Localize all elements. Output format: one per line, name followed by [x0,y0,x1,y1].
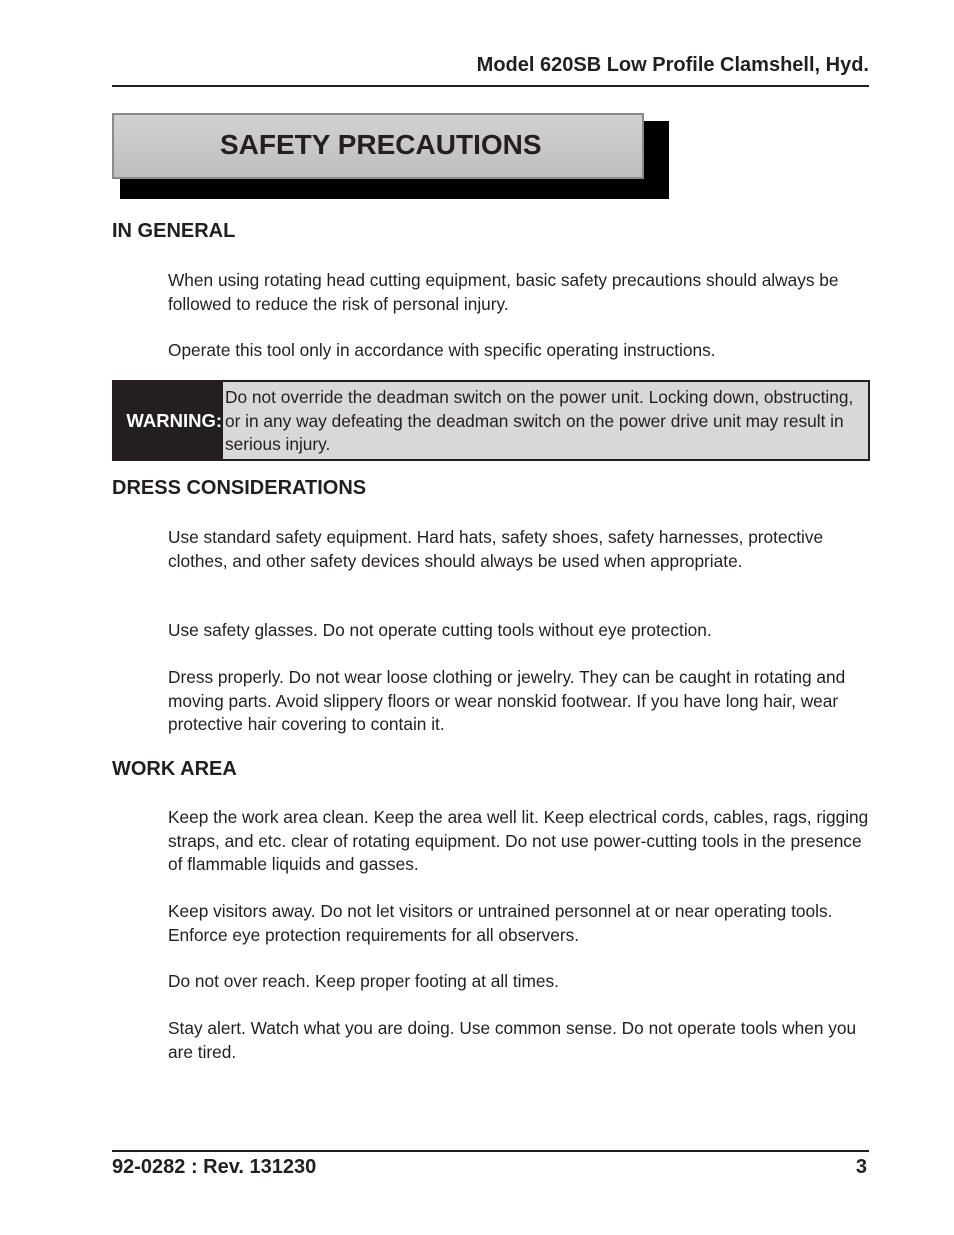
paragraph: Operate this tool only in accordance with specific operating instructions. [168,340,716,360]
paragraph: Dress properly. Do not wear loose clothing or jewelry. They can be caught in rotating and moving parts. Avoid slippery floors or wear nonskid footwear. If you have long hair, wear protective hair covering to contain it. [168,667,846,734]
paragraph: Do not over reach. Keep proper footing at all times. [168,971,559,991]
page-header-title: Model 620SB Low Profile Clamshell, Hyd. [476,54,869,76]
section-banner [112,113,669,199]
paragraph: Keep the work area clean. Keep the area well lit. Keep electrical cords, cables, rags, rigging straps, and etc. clear of rotating equipment. Do not use power-cutting tools in the presence of flammable liquids and gasses. [168,807,869,874]
heading-dress-considerations: DRESS CONSIDERATIONS [112,477,367,499]
banner-face [112,113,644,179]
paragraph: Keep visitors away. Do not let visitors or untrained personnel at or near operating tools. Enforce eye protection requirements for all observers. [168,901,833,945]
document-number: 92-0282 : Rev. 131230 [112,1156,317,1178]
warning-label: WARNING: [114,382,223,459]
paragraph: Stay alert. Watch what you are doing. Use common sense. Do not operate tools when you are tired. [168,1018,857,1062]
warning-text: Do not override the deadman switch on the power unit. Locking down, obstructing, or in any way defeating the deadman switch on the power drive unit may result in serious injury. [225,387,854,454]
heading-work-area: WORK AREA [112,758,237,780]
page-footer [112,1150,869,1186]
heading-in-general: IN GENERAL [112,220,236,242]
paragraph: When using rotating head cutting equipment, basic safety precautions should always be followed to reduce the risk of personal injury. [168,270,839,314]
page-number: 3 [855,1156,867,1178]
warning-box [112,380,870,461]
paragraph: Use standard safety equipment. Hard hats, safety shoes, safety harnesses, protective clothes, and other safety devices should always be used when appropriate. [168,527,824,571]
paragraph: Use safety glasses. Do not operate cutting tools without eye protection. [168,620,712,640]
page-title: SAFETY PRECAUTIONS [220,129,542,160]
page-header [112,52,869,87]
